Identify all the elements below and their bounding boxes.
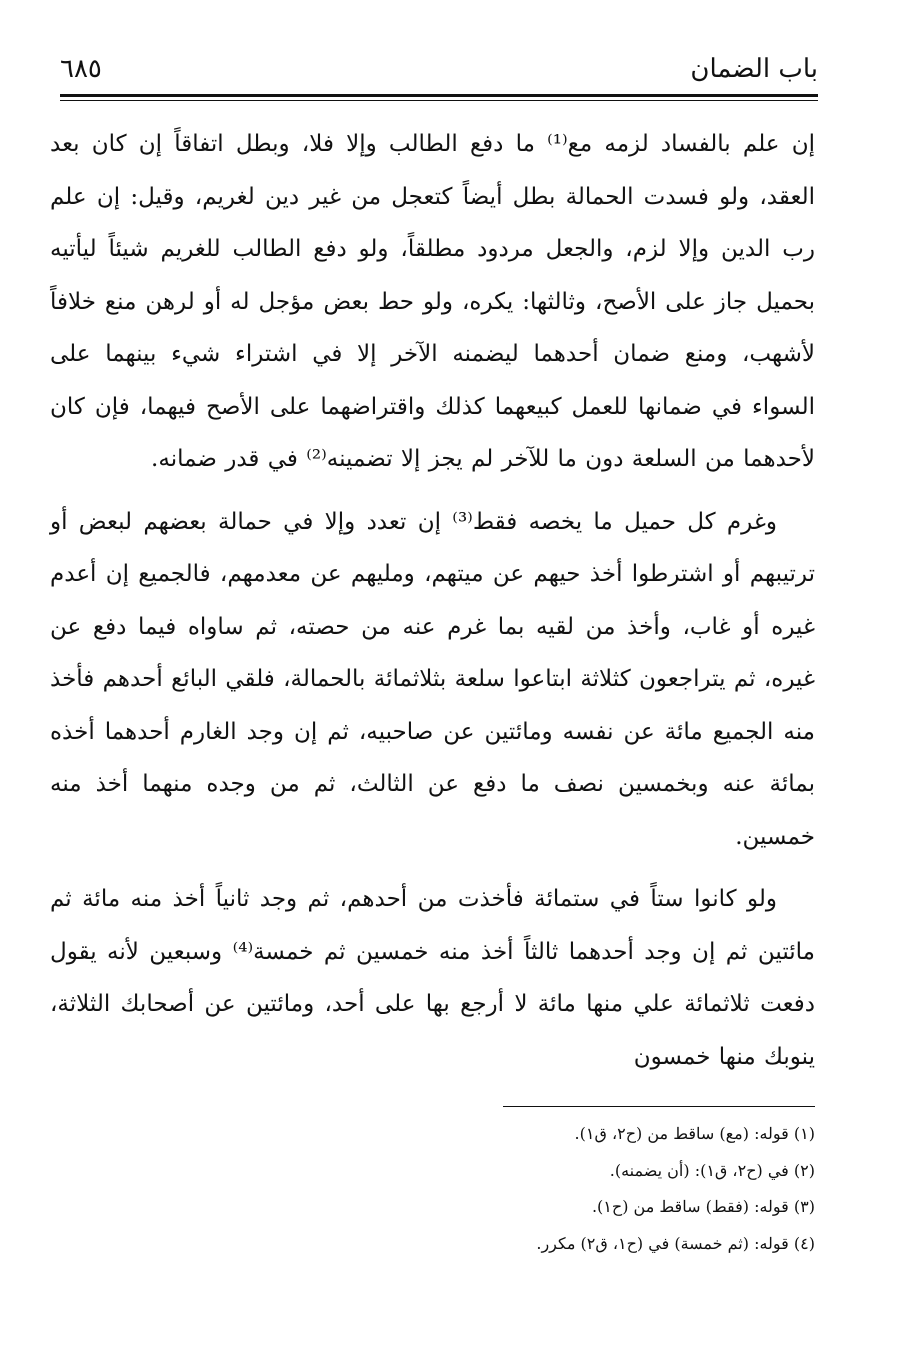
paragraph-3: ولو كانوا ستاً في ستمائة فأخذت من أحدهم، ثم وجد ثانياً أخذ منه مائة ثم مائتين ثم إن وجد أحدهما ثالثاً أخذ منه خمسين ثم خمسة⁽⁴⁾ وسبعين لأنه يقول دفعت ثلاثمائة علي منها مائة لا أرجع بها على أحد، ومائتين عن أصحابك الثلاثة، ينوبك منها خمسون — [50, 886, 815, 1070]
footnote-1: (١) قوله: (مع) ساقط من (ح٢، ق١). — [574, 1124, 815, 1143]
main-text — [50, 118, 815, 1083]
paragraph-2: وغرم كل حميل ما يخصه فقط⁽³⁾ إن تعدد وإلا في حمالة بعضهم لبعض أو ترتيبهم أو اشترطوا أخذ حيهم عن ميتهم، ومليهم عن معدمهم، فالجميع إن أعدم غيره أو غاب، وأخذ من لقيه بما غرم عنه من حصته، ثم ساواه فيما دفع عن غيره، ثم يتراجعون كثلاثة ابتاعوا سلعة بثلاثمائة بالحمالة، فلقي البائع أحدهم فأخذ منه الجميع مائة عن نفسه ومائتين عن صاحبيه، ثم إن وجد الغارم أحدهما أخذه بمائة عنه وبخمسين نصف ما دفع عن الثالث، ثم من وجده منهما أخذ منه خمسين. — [50, 508, 815, 850]
header-rule-thick — [60, 94, 818, 97]
header-rule-thin — [60, 100, 818, 101]
footnote-separator — [503, 1106, 815, 1107]
footnotes — [300, 1116, 815, 1262]
footnote-4: (٤) قوله: (ثم خمسة) في (ح١، ق٢) مكرر. — [536, 1233, 815, 1253]
footnote-2: (٢) في (ح٢، ق١): (أن يضمنه). — [609, 1160, 815, 1180]
chapter-title: باب الضمان — [690, 54, 818, 84]
paragraph-1: إن علم بالفساد لزمه مع⁽¹⁾ ما دفع الطالب وإلا فلا، وبطل اتفاقاً إن كان بعد العقد، ولو فسدت الحمالة بطل أيضاً كتعجل من غير دين لغريم، وقيل: إن علم رب الدين وإلا لزم، والجعل مردود مطلقاً، ولو دفع الطالب للغريم شيئاً ليأتيه بحميل جاز على الأصح، وثالثها: يكره، ولو حط بعض مؤجل له أو لرهن منع خلافاً لأشهب، ومنع ضمان أحدهما ليضمنه الآخر إلا في اشتراء شيء بينهما على السواء في ضمانها للعمل كبيعهما كذلك واقتراضهما على الأصح فيهما، فإن كان لأحدهما من السلعة دون ما للآخر لم يجز إلا تضمينه⁽²⁾ في قدر ضمانه. — [50, 131, 815, 472]
page-number: ٦٨٥ — [60, 54, 102, 84]
running-header — [60, 48, 818, 88]
footnote-3: (٣) قوله: (فقط) ساقط من (ح١). — [591, 1197, 815, 1216]
